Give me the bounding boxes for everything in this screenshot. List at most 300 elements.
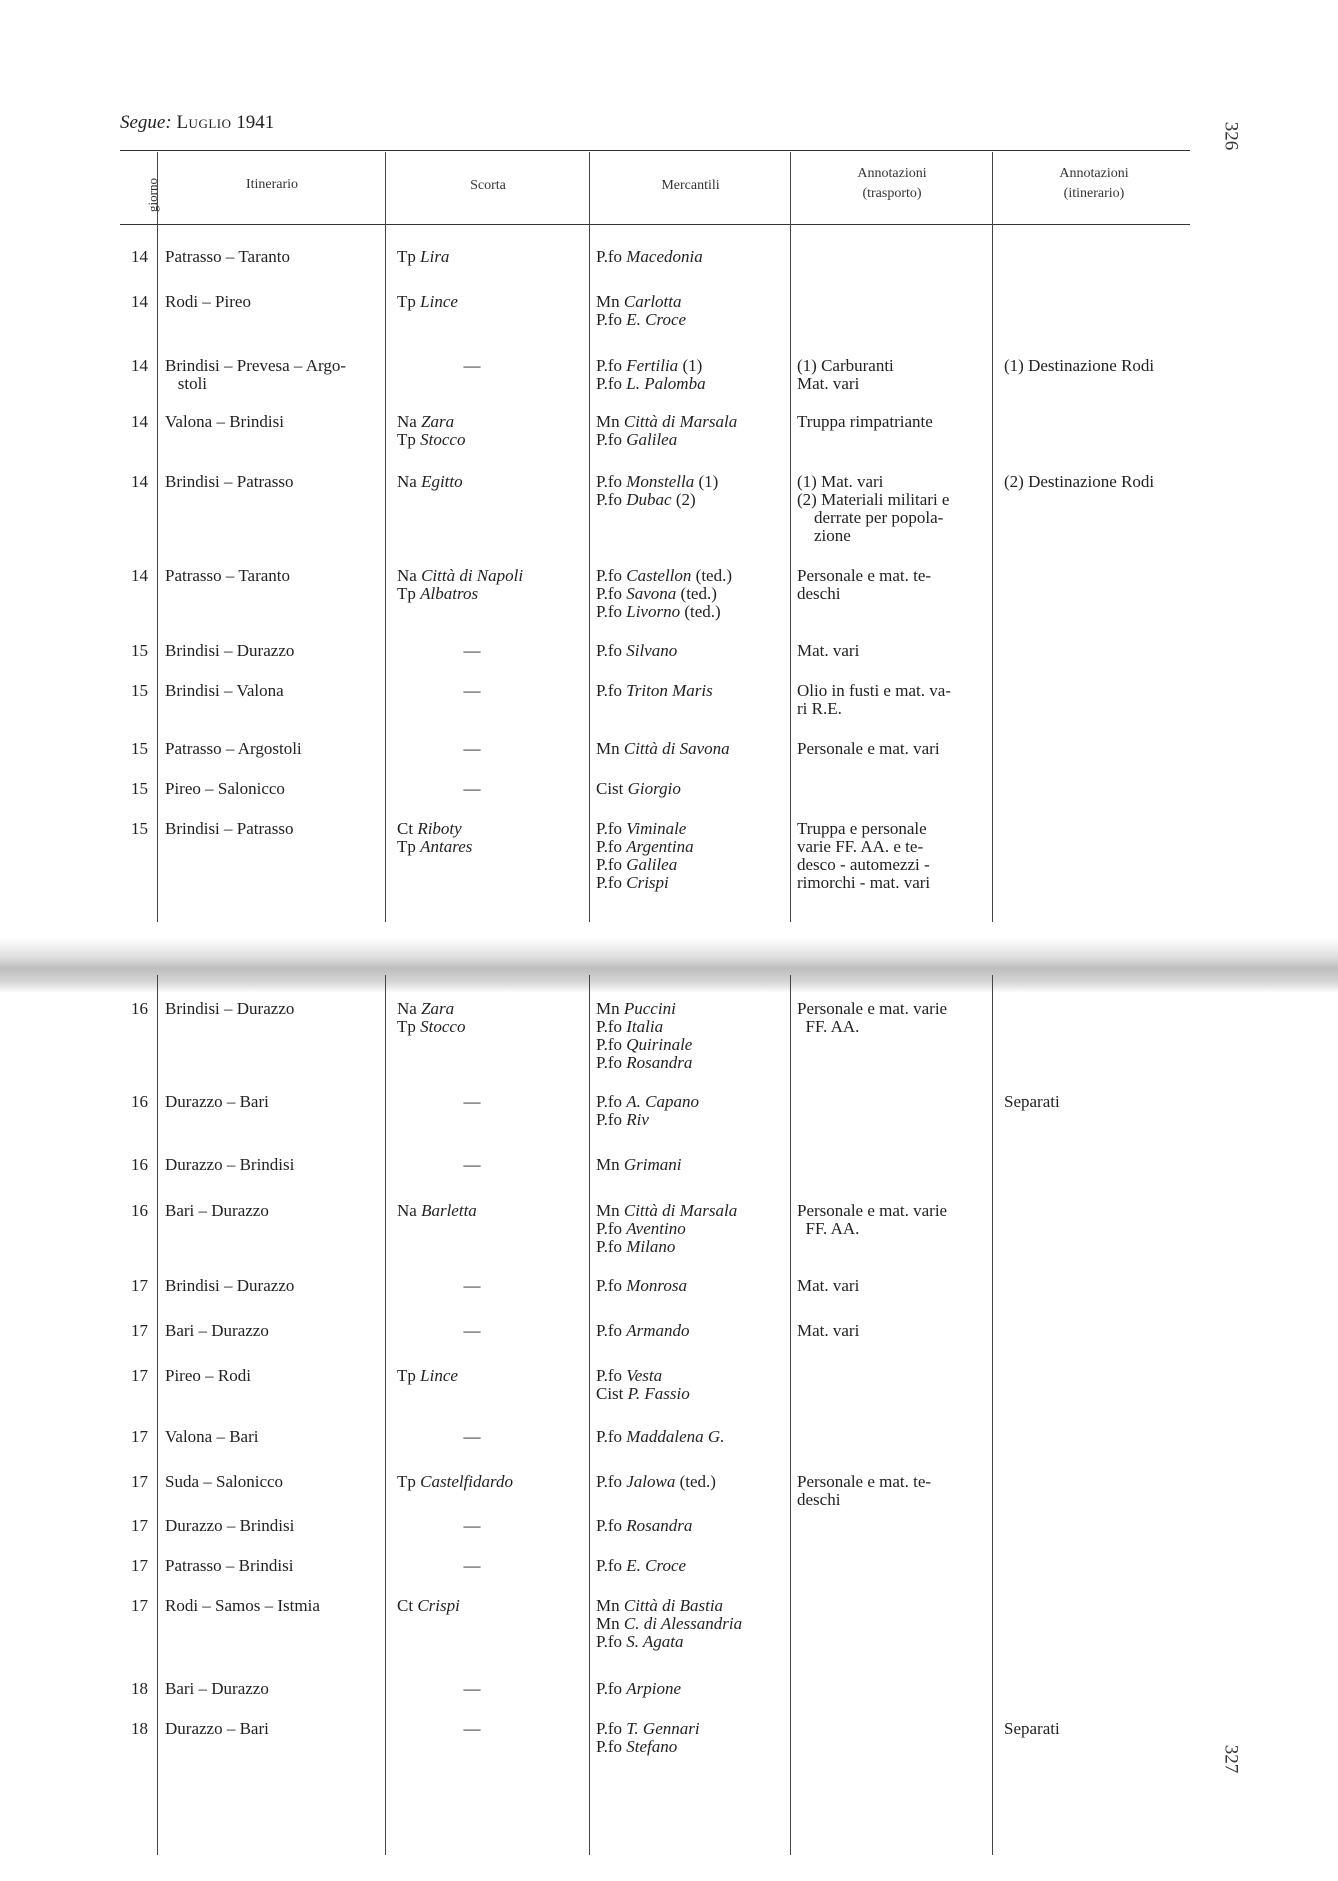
- merchant-ship: [596, 1322, 796, 1340]
- escort-name: Albatros: [420, 584, 479, 603]
- escort-type: Ct: [397, 1596, 414, 1615]
- escort-type: Tp: [397, 292, 416, 311]
- merchant-name: Triton Maris: [626, 681, 713, 700]
- scorta-cell: [397, 357, 587, 375]
- escort-type: Na: [397, 1201, 417, 1220]
- merchant-type: P.fo: [596, 584, 622, 603]
- itinerario-cell: [165, 1202, 385, 1220]
- merchant-ship: [596, 1597, 796, 1615]
- merchant-name: T. Gennari: [626, 1719, 700, 1738]
- annotation-line: derrate per popola-: [797, 508, 944, 527]
- column-rule: [157, 152, 158, 922]
- annotazioni-trasporto-cell: [797, 413, 987, 431]
- annotation-line: deschi: [797, 1490, 841, 1509]
- merchant-ship: [596, 1720, 796, 1738]
- mercantili-cell: [596, 567, 796, 621]
- escort-type: Tp: [397, 1017, 416, 1036]
- header-annotazioni-trasporto-line1: Annotazioni: [857, 166, 927, 181]
- merchant-ship: [596, 585, 796, 603]
- merchant-ship: [596, 1036, 796, 1054]
- escort-ship: [397, 1018, 587, 1036]
- scorta-cell: [397, 567, 587, 603]
- mercantili-cell: [596, 473, 796, 509]
- merchant-type: P.fo: [596, 855, 622, 874]
- merchant-ship: [596, 820, 796, 838]
- merchant-name: Arpione: [626, 1679, 682, 1698]
- merchant-type: P.fo: [596, 1516, 622, 1535]
- escort-name: Egitto: [421, 472, 463, 491]
- annotazioni-itinerario-cell: [1004, 1093, 1234, 1111]
- column-rule: [992, 152, 993, 922]
- mercantili-cell: [596, 1322, 796, 1340]
- escort-type: Na: [397, 472, 417, 491]
- itinerario-cell: [165, 248, 385, 266]
- merchant-name: Dubac: [626, 490, 672, 509]
- escort-name: Lince: [420, 1366, 458, 1385]
- day-cell: 17: [131, 1366, 148, 1385]
- scorta-cell: [397, 1093, 587, 1111]
- escort-name: Stocco: [420, 430, 466, 449]
- escort-ship: [397, 413, 587, 431]
- annotazioni-itinerario-cell: [1004, 473, 1234, 491]
- no-escort-dash: —: [463, 1516, 481, 1535]
- merchant-type: P.fo: [596, 1719, 622, 1738]
- merchant-ship: [596, 1385, 796, 1403]
- itinerario-line: Valona – Bari: [165, 1427, 259, 1446]
- annotation-line: Separati: [1004, 1719, 1060, 1738]
- escort-ship: [397, 820, 587, 838]
- merchant-ship: [596, 1473, 796, 1491]
- annotation-line: ri R.E.: [797, 699, 842, 718]
- running-head-year: 1941: [236, 112, 275, 133]
- escort-type: Tp: [397, 837, 416, 856]
- merchant-type: P.fo: [596, 1427, 622, 1446]
- merchant-ship: [596, 1220, 796, 1238]
- header-scorta: Scorta: [470, 178, 506, 193]
- day-cell: 17: [131, 1427, 148, 1446]
- itinerario-line: Bari – Durazzo: [165, 1201, 269, 1220]
- day-cell: 14: [131, 566, 148, 585]
- header-itinerario: Itinerario: [245, 177, 299, 192]
- scorta-cell: [397, 740, 587, 758]
- merchant-note: (ted.): [680, 602, 721, 621]
- itinerario-line: Patrasso – Taranto: [165, 566, 291, 585]
- escort-ship: [397, 431, 587, 449]
- escort-name: Zara: [421, 999, 455, 1018]
- day-cell: 17: [131, 1596, 148, 1615]
- merchant-name: Livorno: [626, 602, 681, 621]
- day-cell: 17: [131, 1556, 148, 1575]
- annotation-line: zione: [797, 526, 851, 545]
- itinerario-cell: [165, 682, 385, 700]
- no-escort-dash: —: [463, 1321, 481, 1340]
- itinerario-cell: [165, 1428, 385, 1446]
- day-cell: 17: [131, 1472, 148, 1491]
- merchant-ship: [596, 1680, 796, 1698]
- merchant-name: Quirinale: [626, 1035, 693, 1054]
- annotation-line: Mat. vari: [797, 641, 860, 660]
- merchant-name: Monrosa: [626, 1276, 687, 1295]
- merchant-name: Maddalena G.: [626, 1427, 725, 1446]
- itinerario-cell: [165, 820, 385, 838]
- merchant-ship: [596, 357, 796, 375]
- itinerario-line: Suda – Salonicco: [165, 1472, 284, 1491]
- merchant-name: Grimani: [623, 1155, 682, 1174]
- merchant-name: Argentina: [626, 837, 694, 856]
- annotation-line: Personale e mat. vari: [797, 739, 940, 758]
- itinerario-line: Brindisi – Durazzo: [165, 999, 295, 1018]
- escort-name: Castelfidardo: [420, 1472, 514, 1491]
- scorta-cell: [397, 1428, 587, 1446]
- mercantili-cell: [596, 1093, 796, 1129]
- merchant-note: (ted.): [676, 584, 717, 603]
- merchant-name: Riv: [626, 1110, 649, 1129]
- page-number-bottom: 327: [1220, 1744, 1242, 1774]
- mercantili-cell: [596, 820, 796, 892]
- day-cell: 16: [131, 1155, 148, 1174]
- merchant-ship: [596, 642, 796, 660]
- merchant-ship: [596, 293, 796, 311]
- itinerario-line: Bari – Durazzo: [165, 1679, 269, 1698]
- itinerario-line: Pireo – Salonicco: [165, 779, 285, 798]
- escort-type: Na: [397, 999, 417, 1018]
- itinerario-line: Patrasso – Taranto: [165, 247, 291, 266]
- escort-name: Lira: [420, 247, 450, 266]
- escort-ship: [397, 585, 587, 603]
- day-cell: 15: [131, 819, 148, 838]
- scorta-cell: [397, 642, 587, 660]
- header-giorno: giorno: [145, 178, 160, 212]
- escort-name: Stocco: [420, 1017, 466, 1036]
- annotazioni-trasporto-cell: [797, 357, 987, 393]
- merchant-name: Silvano: [626, 641, 678, 660]
- mercantili-cell: [596, 1000, 796, 1072]
- mercantili-cell: [596, 1473, 796, 1491]
- itinerario-line: Durazzo – Bari: [165, 1092, 269, 1111]
- day-cell: 14: [131, 356, 148, 375]
- day-cell: 16: [131, 1201, 148, 1220]
- merchant-ship: [596, 431, 796, 449]
- mercantili-cell: [596, 413, 796, 449]
- itinerario-cell: [165, 1473, 385, 1491]
- itinerario-cell: [165, 1093, 385, 1111]
- mercantili-cell: [596, 642, 796, 660]
- scorta-cell: [397, 1202, 587, 1220]
- scorta-cell: [397, 1322, 587, 1340]
- annotation-line: Truppa e personale: [797, 819, 927, 838]
- itinerario-line: Patrasso – Argostoli: [165, 739, 302, 758]
- annotation-line: (1) Destinazione Rodi: [1004, 356, 1155, 375]
- annotazioni-trasporto-cell: [797, 820, 987, 892]
- itinerario-line: Brindisi – Durazzo: [165, 641, 295, 660]
- no-escort-dash: —: [463, 739, 481, 758]
- scorta-cell: [397, 1156, 587, 1174]
- merchant-name: Castellon: [626, 566, 692, 585]
- merchant-name: P. Fassio: [627, 1384, 690, 1403]
- merchant-note: (2): [671, 490, 696, 509]
- annotation-line: FF. AA.: [797, 1219, 860, 1238]
- merchant-name: Crispi: [626, 873, 669, 892]
- header-top-rule: [120, 150, 1190, 151]
- column-rule: [157, 975, 158, 1855]
- merchant-type: P.fo: [596, 837, 622, 856]
- escort-ship: [397, 1202, 587, 1220]
- scorta-cell: [397, 1277, 587, 1295]
- annotation-line: desco - automezzi -: [797, 855, 930, 874]
- merchant-ship: [596, 1633, 796, 1651]
- day-cell: 15: [131, 739, 148, 758]
- no-escort-dash: —: [463, 641, 481, 660]
- merchant-ship: [596, 838, 796, 856]
- annotazioni-trasporto-cell: [797, 1322, 987, 1340]
- merchant-type: Mn: [596, 999, 620, 1018]
- running-head-month: Luglio: [176, 112, 232, 133]
- merchant-ship: [596, 1738, 796, 1756]
- itinerario-line: Brindisi – Prevesa – Argo-: [165, 356, 347, 375]
- escort-name: Riboty: [417, 819, 462, 838]
- merchant-type: Mn: [596, 1596, 620, 1615]
- merchant-type: P.fo: [596, 1035, 622, 1054]
- merchant-type: P.fo: [596, 602, 622, 621]
- mercantili-cell: [596, 1517, 796, 1535]
- no-escort-dash: —: [463, 1719, 481, 1738]
- merchant-type: P.fo: [596, 566, 622, 585]
- itinerario-line: Bari – Durazzo: [165, 1321, 269, 1340]
- merchant-ship: [596, 1428, 796, 1446]
- annotation-line: Personale e mat. te-: [797, 566, 932, 585]
- merchant-ship: [596, 375, 796, 393]
- merchant-name: Rosandra: [626, 1053, 693, 1072]
- scorta-cell: [397, 820, 587, 856]
- header-annotazioni-itinerario-line2: (itinerario): [1063, 186, 1125, 201]
- column-rule: [385, 152, 386, 922]
- annotation-line: Personale e mat. varie: [797, 999, 948, 1018]
- scorta-cell: [397, 1597, 587, 1615]
- itinerario-cell: [165, 567, 385, 585]
- merchant-name: C. di Alessandria: [623, 1614, 743, 1633]
- mercantili-cell: [596, 1557, 796, 1575]
- escort-name: Lince: [420, 292, 458, 311]
- scorta-cell: [397, 780, 587, 798]
- day-cell: 16: [131, 999, 148, 1018]
- merchant-type: P.fo: [596, 1092, 622, 1111]
- no-escort-dash: —: [463, 1427, 481, 1446]
- scorta-cell: [397, 248, 587, 266]
- merchant-type: P.fo: [596, 1321, 622, 1340]
- merchant-type: P.fo: [596, 1237, 622, 1256]
- itinerario-cell: [165, 1322, 385, 1340]
- no-escort-dash: —: [463, 1679, 481, 1698]
- mercantili-cell: [596, 1428, 796, 1446]
- scorta-cell: [397, 1720, 587, 1738]
- header-bottom-rule: [120, 224, 1190, 225]
- merchant-ship: [596, 1202, 796, 1220]
- mercantili-cell: [596, 1597, 796, 1651]
- merchant-type: Mn: [596, 1201, 620, 1220]
- annotation-line: rimorchi - mat. vari: [797, 873, 931, 892]
- merchant-ship: [596, 874, 796, 892]
- merchant-type: P.fo: [596, 1632, 622, 1651]
- merchant-type: P.fo: [596, 1366, 622, 1385]
- merchant-note: (1): [678, 356, 703, 375]
- day-cell: 17: [131, 1276, 148, 1295]
- merchant-type: P.fo: [596, 374, 622, 393]
- merchant-ship: [596, 1054, 796, 1072]
- page-gutter: [0, 938, 1338, 993]
- merchant-name: Puccini: [623, 999, 676, 1018]
- escort-type: Tp: [397, 1366, 416, 1385]
- merchant-type: P.fo: [596, 819, 622, 838]
- merchant-name: Viminale: [626, 819, 687, 838]
- merchant-name: E. Croce: [626, 310, 687, 329]
- annotazioni-trasporto-cell: [797, 1277, 987, 1295]
- mercantili-cell: [596, 682, 796, 700]
- itinerario-line: Durazzo – Brindisi: [165, 1155, 295, 1174]
- annotation-line: Separati: [1004, 1092, 1060, 1111]
- merchant-ship: [596, 1000, 796, 1018]
- annotation-line: (1) Carburanti: [797, 356, 894, 375]
- mercantili-cell: [596, 1680, 796, 1698]
- itinerario-line: Pireo – Rodi: [165, 1366, 251, 1385]
- mercantili-cell: [596, 293, 796, 329]
- running-head: [120, 112, 274, 134]
- escort-ship: [397, 567, 587, 585]
- merchant-ship: [596, 856, 796, 874]
- escort-name: Città di Napoli: [421, 566, 524, 585]
- merchant-type: P.fo: [596, 1276, 622, 1295]
- merchant-name: Vesta: [626, 1366, 663, 1385]
- merchant-type: Mn: [596, 1155, 620, 1174]
- no-escort-dash: —: [463, 1155, 481, 1174]
- escort-name: Crispi: [417, 1596, 460, 1615]
- escort-ship: [397, 248, 587, 266]
- itinerario-cell: [165, 740, 385, 758]
- annotation-line: varie FF. AA. e te-: [797, 837, 924, 856]
- merchant-ship: [596, 248, 796, 266]
- merchant-name: Stefano: [626, 1737, 678, 1756]
- merchant-name: Monstella: [626, 472, 695, 491]
- itinerario-cell: [165, 780, 385, 798]
- merchant-type: Mn: [596, 739, 620, 758]
- day-cell: 18: [131, 1679, 148, 1698]
- itinerario-cell: [165, 1557, 385, 1575]
- annotation-line: (2) Materiali militari e: [797, 490, 950, 509]
- merchant-note: (1): [694, 472, 719, 491]
- merchant-name: Jalowa: [626, 1472, 676, 1491]
- annotazioni-trasporto-cell: [797, 1000, 987, 1036]
- merchant-name: Armando: [626, 1321, 690, 1340]
- day-cell: 17: [131, 1516, 148, 1535]
- merchant-name: Giorgio: [627, 779, 681, 798]
- merchant-name: Carlotta: [623, 292, 682, 311]
- merchant-name: E. Croce: [626, 1556, 687, 1575]
- merchant-name: Galilea: [626, 855, 678, 874]
- annotation-line: Mat. vari: [797, 1321, 860, 1340]
- annotazioni-trasporto-cell: [797, 642, 987, 660]
- day-cell: 14: [131, 472, 148, 491]
- merchant-name: Città di Marsala: [623, 1201, 738, 1220]
- scorta-cell: [397, 293, 587, 311]
- annotation-line: Personale e mat. varie: [797, 1201, 948, 1220]
- scorta-cell: [397, 1367, 587, 1385]
- day-cell: 18: [131, 1719, 148, 1738]
- itinerario-line: Brindisi – Valona: [165, 681, 284, 700]
- merchant-ship: [596, 682, 796, 700]
- escort-type: Na: [397, 412, 417, 431]
- itinerario-cell: [165, 473, 385, 491]
- merchant-ship: [596, 1156, 796, 1174]
- merchant-type: P.fo: [596, 873, 622, 892]
- mercantili-cell: [596, 1202, 796, 1256]
- merchant-ship: [596, 491, 796, 509]
- merchant-ship: [596, 413, 796, 431]
- mercantili-cell: [596, 1720, 796, 1756]
- merchant-ship: [596, 1111, 796, 1129]
- itinerario-cell: [165, 1156, 385, 1174]
- itinerario-line: Durazzo – Bari: [165, 1719, 269, 1738]
- merchant-type: Mn: [596, 412, 620, 431]
- itinerario-line: Brindisi – Patrasso: [165, 819, 294, 838]
- running-head-segue: Segue:: [120, 112, 172, 133]
- merchant-ship: [596, 1093, 796, 1111]
- annotazioni-trasporto-cell: [797, 740, 987, 758]
- annotazioni-trasporto-cell: [797, 473, 987, 545]
- mercantili-cell: [596, 357, 796, 393]
- merchant-type: P.fo: [596, 1053, 622, 1072]
- merchant-ship: [596, 780, 796, 798]
- merchant-ship: [596, 740, 796, 758]
- merchant-type: P.fo: [596, 1110, 622, 1129]
- itinerario-cell: [165, 642, 385, 660]
- merchant-type: Cist: [596, 1384, 624, 1403]
- mercantili-cell: [596, 1277, 796, 1295]
- page-number-top: 326: [1220, 121, 1242, 151]
- itinerario-cell: [165, 1680, 385, 1698]
- header-annotazioni-itinerario: [995, 164, 1193, 204]
- scorta-cell: [397, 1680, 587, 1698]
- itinerario-cell: [165, 1517, 385, 1535]
- merchant-name: Fertilia: [626, 356, 679, 375]
- itinerario-line: Patrasso – Brindisi: [165, 1556, 294, 1575]
- mercantili-cell: [596, 1156, 796, 1174]
- annotation-line: (1) Mat. vari: [797, 472, 884, 491]
- annotazioni-trasporto-cell: [797, 567, 987, 603]
- annotation-line: Mat. vari: [797, 1276, 860, 1295]
- scorta-cell: [397, 1557, 587, 1575]
- annotazioni-trasporto-cell: [797, 1202, 987, 1238]
- merchant-type: P.fo: [596, 1679, 622, 1698]
- scorta-cell: [397, 413, 587, 449]
- escort-ship: [397, 1473, 587, 1491]
- merchant-ship: [596, 1615, 796, 1633]
- merchant-type: P.fo: [596, 472, 622, 491]
- itinerario-cell: [165, 413, 385, 431]
- no-escort-dash: —: [463, 1556, 481, 1575]
- itinerario-line: Valona – Brindisi: [165, 412, 284, 431]
- no-escort-dash: —: [463, 1092, 481, 1111]
- mercantili-cell: [596, 1367, 796, 1403]
- escort-type: Ct: [397, 819, 414, 838]
- escort-name: Zara: [421, 412, 455, 431]
- merchant-ship: [596, 1238, 796, 1256]
- scorta-cell: [397, 1517, 587, 1535]
- merchant-type: P.fo: [596, 1556, 622, 1575]
- merchant-type: P.fo: [596, 1219, 622, 1238]
- itinerario-line: Rodi – Samos – Istmia: [165, 1596, 320, 1615]
- annotazioni-itinerario-cell: [1004, 1720, 1234, 1738]
- annotazioni-trasporto-cell: [797, 1473, 987, 1509]
- header-mercantili: Mercantili: [661, 178, 720, 193]
